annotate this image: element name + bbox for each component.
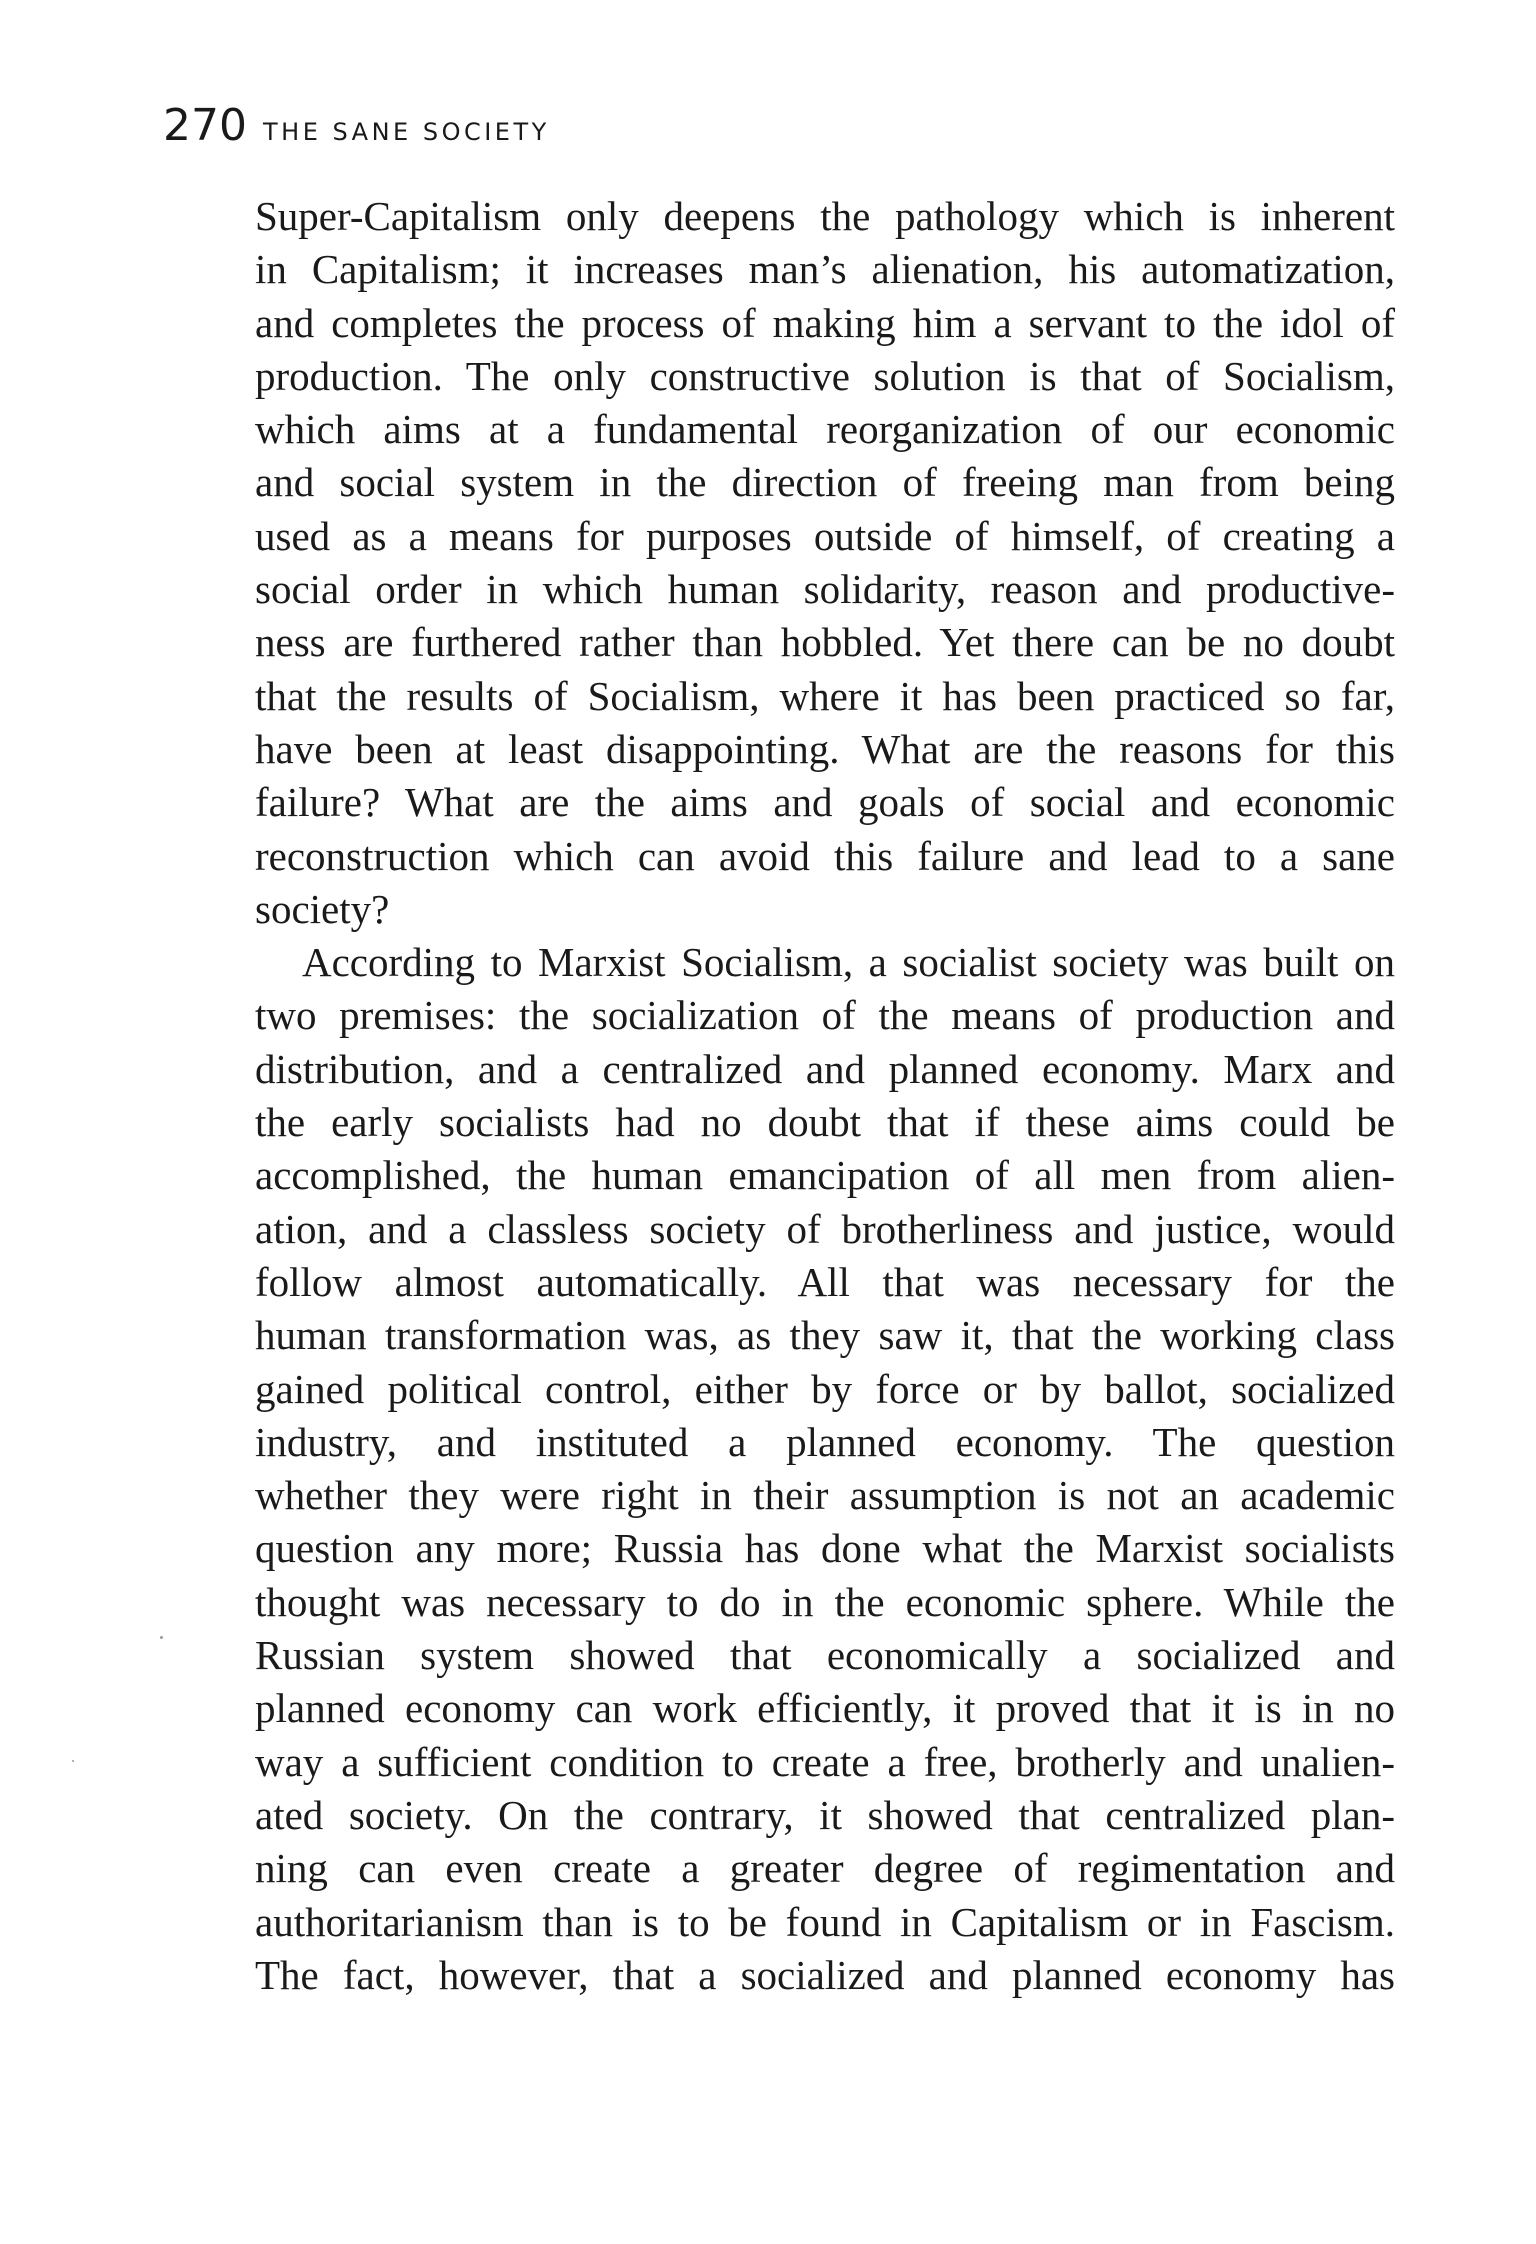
text-line: accomplished, the human emancipation of all men from alien- [255, 1152, 1395, 1199]
text-line: distribution, and a centralized and planned economy. Marx and [255, 1045, 1395, 1092]
text-line: According to Marxist Socialism, a socialist society was built on [302, 939, 1395, 986]
text-line: ness are furthered rather than hobbled. Yet there can be no doubt [255, 619, 1395, 666]
text-line: ated society. On the contrary, it showed that centralized plan- [255, 1791, 1395, 1838]
text-line: gained political control, either by force or by ballot, socialized [255, 1365, 1395, 1412]
text-line: society? [255, 885, 390, 932]
paragraph-2 [255, 936, 1395, 2002]
text-line: which aims at a fundamental reorganization of our economic [255, 406, 1395, 453]
text-line: industry, and instituted a planned economy. The question [255, 1418, 1395, 1465]
text-line: and completes the process of making him a servant to the idol of [255, 299, 1395, 346]
text-line: way a sufficient condition to create a free, brotherly and unalien- [255, 1738, 1395, 1785]
text-line: human transformation was, as they saw it, that the working class [255, 1312, 1395, 1359]
text-line: follow almost automatically. All that was necessary for the [255, 1258, 1395, 1305]
text-line: Russian system showed that economically a socialized and [255, 1632, 1395, 1679]
text-line: used as a means for purposes outside of himself, of creating a [255, 512, 1395, 559]
text-line: The fact, however, that a socialized and planned economy has [255, 1951, 1395, 1998]
text-line: thought was necessary to do in the economic sphere. While the [255, 1578, 1395, 1625]
scan-speck [160, 1636, 163, 1639]
text-line: that the results of Socialism, where it has been practiced so far, [255, 672, 1395, 719]
paragraph-1 [255, 190, 1395, 936]
text-line: in Capitalism; it increases man’s alienation, his automatization, [255, 246, 1395, 293]
text-line: ation, and a classless society of brotherliness and justice, would [255, 1205, 1395, 1252]
page-number: 270 [163, 100, 247, 151]
text-line: the early socialists had no doubt that if these aims could be [255, 1099, 1395, 1146]
text-line: ning can even create a greater degree of regimentation and [255, 1845, 1395, 1892]
text-line: social order in which human solidarity, reason and productive- [255, 566, 1395, 613]
running-title: THE SANE SOCIETY [262, 118, 550, 146]
scan-speck [72, 1760, 74, 1762]
text-line: failure? What are the aims and goals of social and economic [255, 779, 1395, 826]
text-line: whether they were right in their assumption is not an academic [255, 1472, 1395, 1519]
text-line: authoritarianism than is to be found in Capitalism or in Fascism. [255, 1898, 1395, 1945]
text-line: and social system in the direction of freeing man from being [255, 459, 1395, 506]
text-line: question any more; Russia has done what the Marxist socialists [255, 1525, 1395, 1572]
text-line: production. The only constructive solution is that of Socialism, [255, 352, 1395, 399]
text-line: planned economy can work efficiently, it proved that it is in no [255, 1685, 1395, 1732]
text-line: Super-Capitalism only deepens the pathology which is inherent [255, 193, 1395, 239]
text-line: have been at least disappointing. What are the reasons for this [255, 725, 1395, 772]
text-line: two premises: the socialization of the means of production and [255, 992, 1395, 1039]
body-text [255, 190, 1395, 2002]
text-line: reconstruction which can avoid this failure and lead to a sane [255, 832, 1395, 879]
running-head [163, 100, 550, 151]
